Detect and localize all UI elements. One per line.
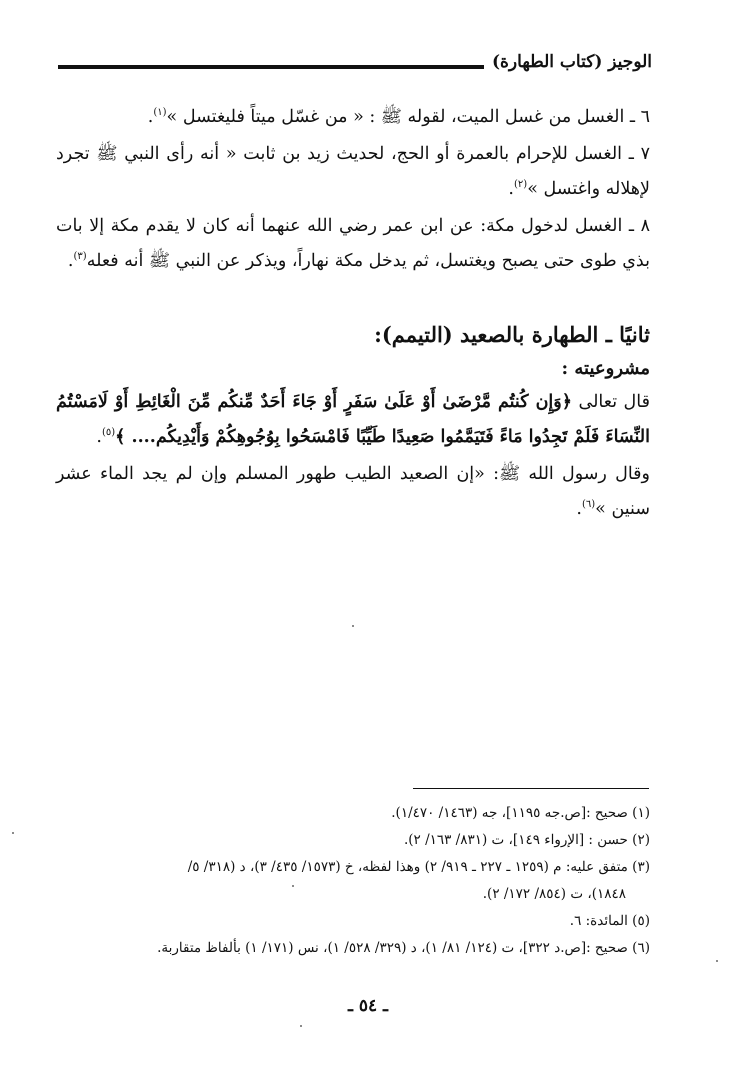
hadith-end: . [576,499,582,519]
running-header [58,52,652,82]
footnote-separator [413,788,649,789]
paragraph-7-end: . [508,179,514,199]
footnote-3-continued: ١٨٤٨)، ت (٨٥٤/ ١٧٢/ ٢). [482,886,626,902]
footnote-ref-5: (٥) [101,427,116,439]
header-rule [58,65,492,69]
quran-intro: قال تعالى [578,392,650,412]
subheading: مشروعيته : [561,358,650,379]
paragraph-7-text: ٧ ـ الغسل للإحرام بالعمرة أو الحج، لحديث زيد بن ثابت « أنه رأى النبي ﷺ تجرد لإهلاله واغتسل » [56,144,650,199]
footnote-6: (٦) صحيح :[ص.د ٣٢٢]، ت (١٢٤/ ٨١/ ١)، د (٣٢٩/ ٥٢٨/ ١)، نس (١٧١/ ١) بألفاظ متقاربة. [157,940,650,956]
footnote-2: (٢) حسن : [الإرواء ١٤٩]، ت (٨٣١/ ١٦٣/ ٢). [403,832,650,848]
scan-speck [12,832,14,834]
footnotes [56,800,650,962]
section-title: ثانيًا ـ الطهارة بالصعيد (التيمم): [374,322,650,347]
footnote-1: (١) صحيح :[ص.جه ١١٩٥]، جه (١٤٦٣/ ١/٤٧٠). [391,805,650,821]
scan-speck [352,625,354,627]
paragraph-8-text: ٨ ـ الغسل لدخول مكة: عن ابن عمر رضي الله عنهما أنه كان لا يقدم مكة إلا بات بذي طوى حتى يصبح ويغتسل، ثم يدخل مكة نهاراً، ويذكر عن النبي ﷺ أنه فعله [56,216,650,271]
footnote-3: (٣) متفق عليه: م (١٢٥٩ ـ ٢٢٧ ـ ٩١٩/ ٢) وهذا لفظه، خ (١٥٧٣/ ٤٣٥/ ٣)، د (٣١٨/ ٥/ [187,859,650,875]
hadith-paragraph [56,457,650,527]
hadith-text: وقال رسول الله ﷺ: «إن الصعيد الطيب طهور المسلم وإن لم يجد الماء عشر سنين » [56,464,650,519]
paragraph-7 [56,137,650,207]
quran-end: . [96,427,102,447]
footnote-ref-1: (١) [153,107,167,119]
footnote-ref-6: (٦) [581,499,596,511]
footnote-5: (٥) المائدة: ٦. [569,913,650,929]
quran-paragraph [56,385,650,455]
header-title: الوجيز (كتاب الطهارة) [484,52,652,72]
paragraph-8 [56,209,650,279]
paragraph-6-end: . [147,107,154,127]
scan-speck [300,1025,302,1027]
scan-speck [716,960,718,962]
paragraph-8-end: . [67,251,74,271]
footnote-ref-2: (٢) [514,179,528,191]
main-text [56,100,650,529]
scan-speck [292,885,294,887]
paragraph-6-text: ٦ ـ الغسل من غسل الميت، لقوله ﷺ : « من غسّل ميتاً فليغتسل » [166,107,650,127]
page-number: ـ ٥٤ ـ [347,996,389,1016]
quran-verse: ﴿وَإِن كُنتُم مَّرْضَىٰ أَوْ عَلَىٰ سَفَرٍ أَوْ جَاءَ أَحَدٌ مِّنكُم مِّنَ الْغَائِطِ أَوْ لَامَسْتُمُ النِّسَاءَ فَلَمْ تَجِدُوا مَاءً فَتَيَمَّمُوا صَعِيدًا طَيِّبًا فَامْسَحُوا بِوُجُوهِكُمْ وَأَيْدِيكُم.... ﴾ [56,392,650,447]
paragraph-6 [56,100,650,135]
footnote-ref-3: (٣) [73,251,87,263]
